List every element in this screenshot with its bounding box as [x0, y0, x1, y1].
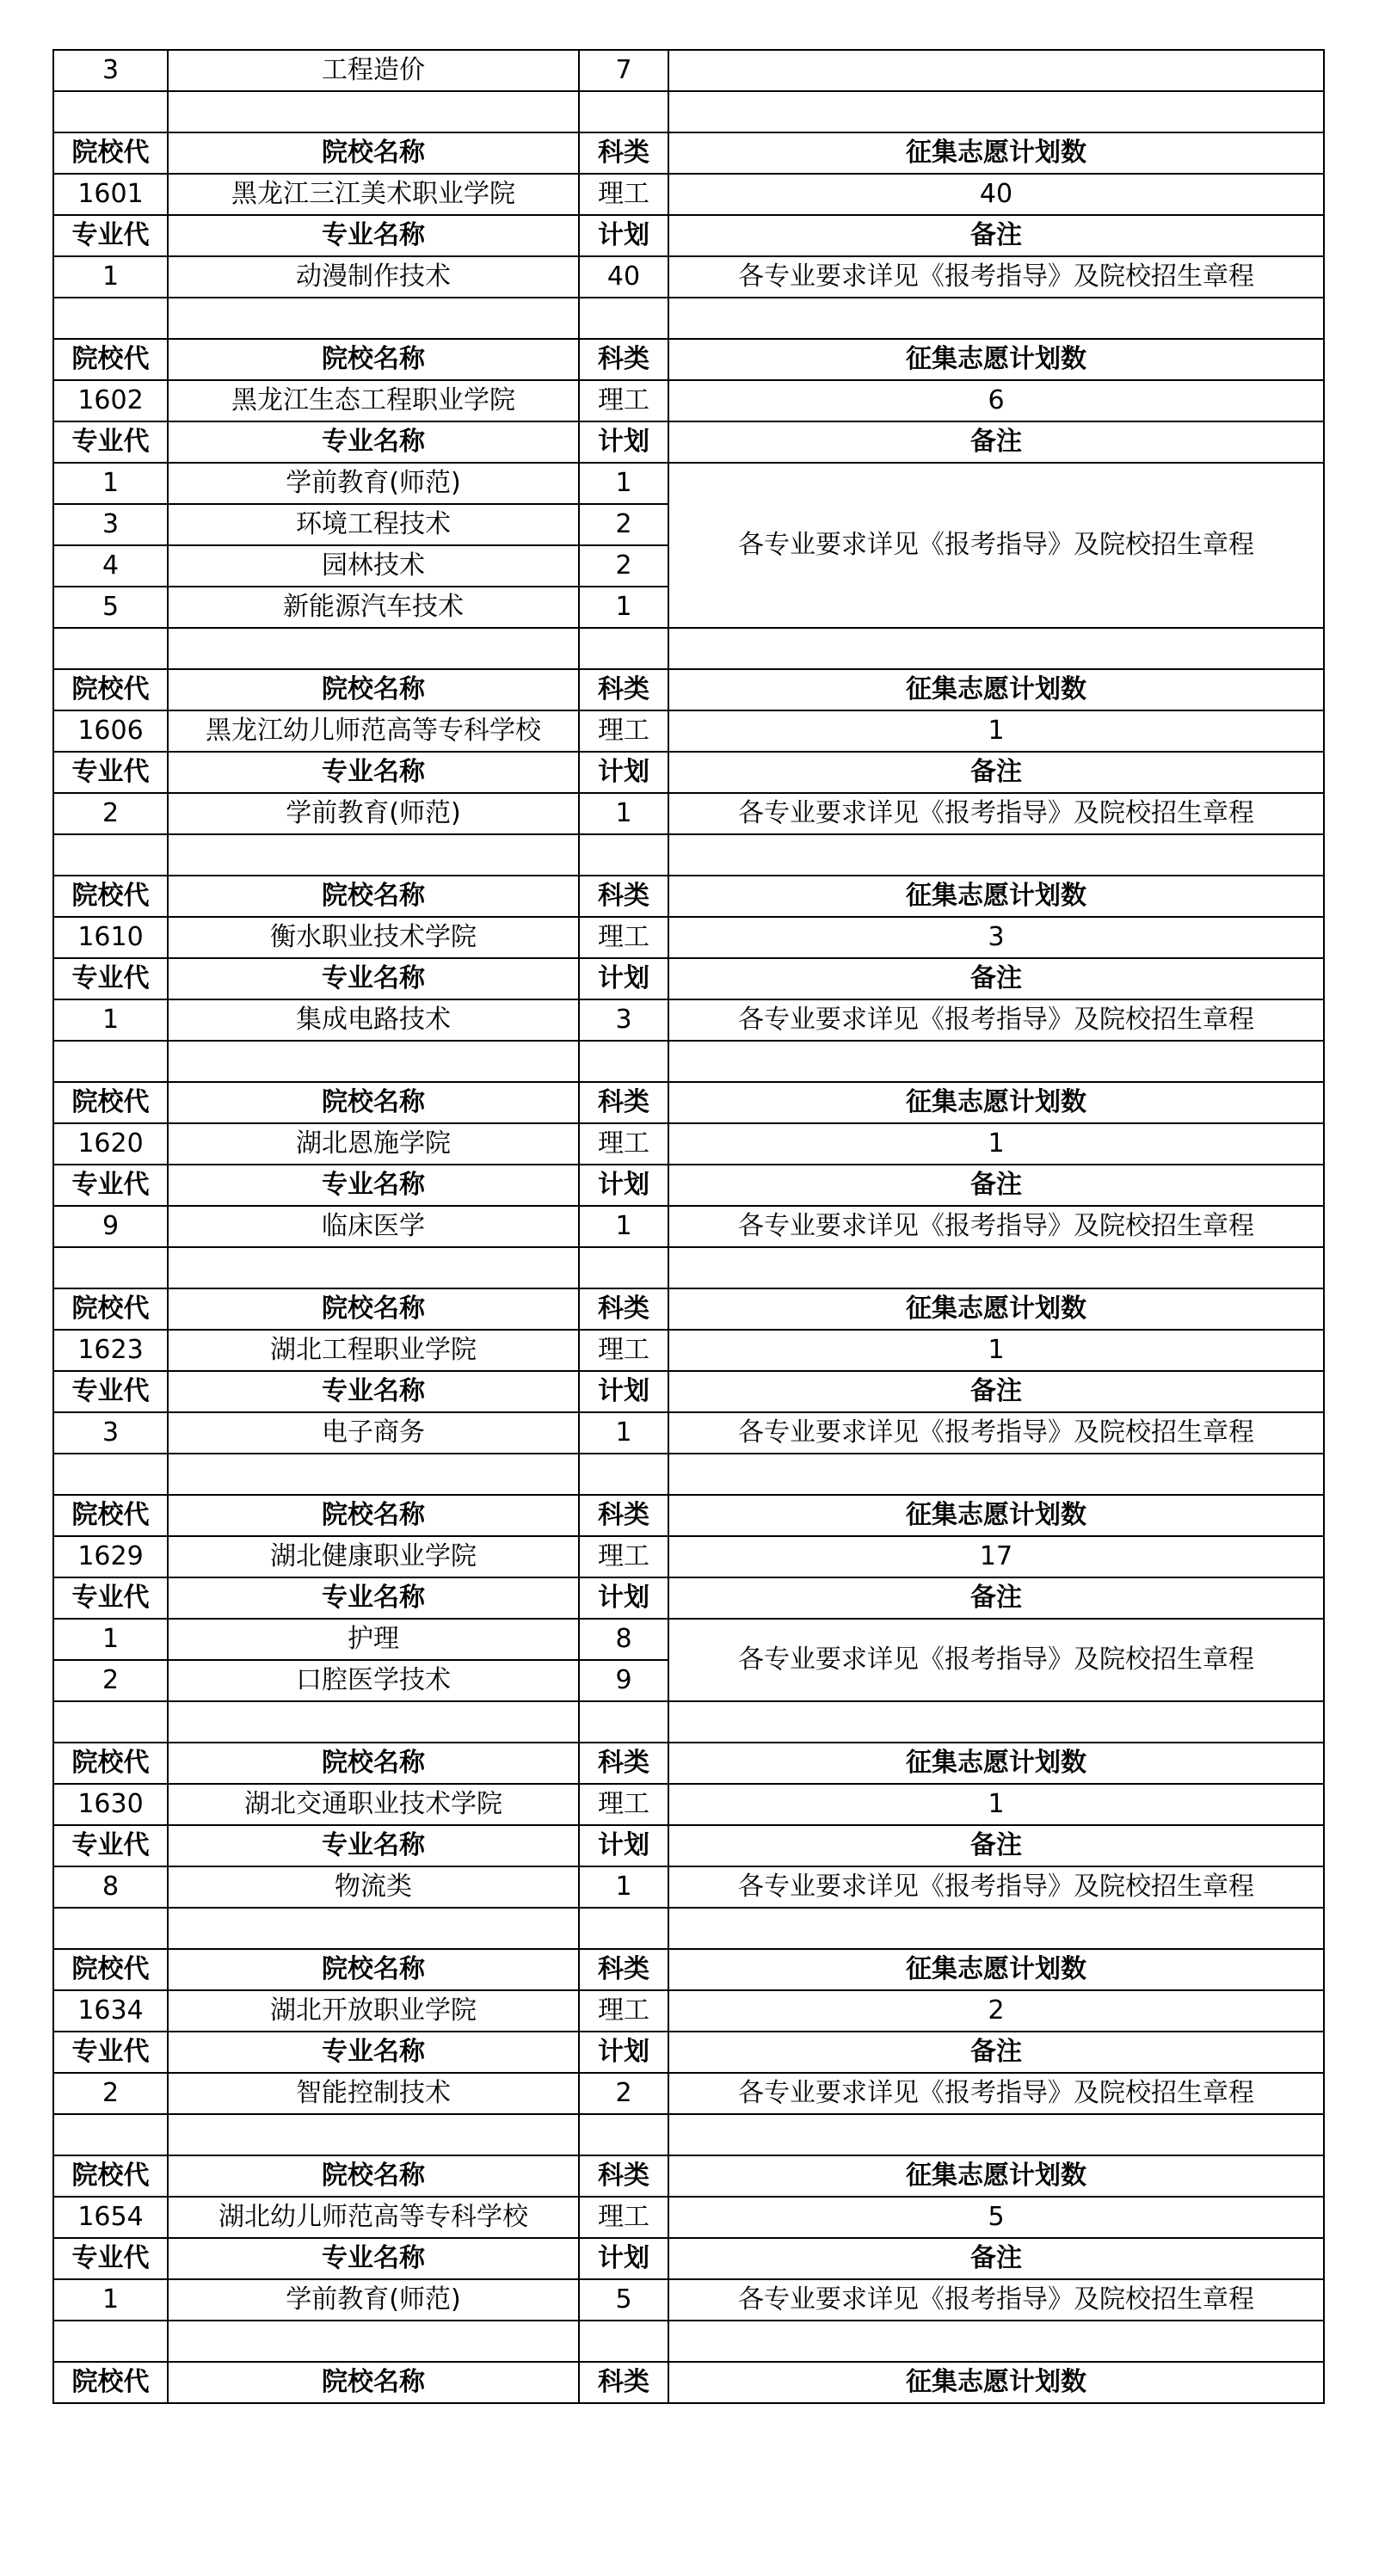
major-code-header: 专业代 — [53, 1577, 168, 1619]
separator-row — [53, 2321, 1324, 2362]
school-header-row — [53, 1288, 1324, 1330]
remark-cell: 各专业要求详见《报考指导》及院校招生章程 — [668, 2073, 1324, 2114]
school-row — [53, 1784, 1324, 1825]
blank-cell — [668, 1701, 1324, 1743]
major-code-cell: 9 — [53, 1206, 168, 1247]
major-code-cell: 3 — [53, 504, 168, 545]
major-code-cell: 4 — [53, 545, 168, 587]
major-name-header: 专业名称 — [168, 752, 579, 793]
school-header-row — [53, 2155, 1324, 2197]
remark-cell — [668, 50, 1324, 91]
major-plan-cell: 2 — [579, 2073, 668, 2114]
school-header-row — [53, 669, 1324, 710]
blank-cell — [53, 1041, 168, 1082]
major-header-row — [53, 2032, 1324, 2073]
table-row — [53, 1619, 1324, 1660]
major-code-cell: 2 — [53, 793, 168, 834]
school-row — [53, 917, 1324, 958]
table-row — [53, 50, 1324, 91]
major-name-cell: 学前教育(师范) — [168, 793, 579, 834]
blank-cell — [168, 91, 579, 132]
plan-total-cell: 6 — [668, 380, 1324, 421]
major-code-cell: 3 — [53, 50, 168, 91]
blank-cell — [168, 1908, 579, 1949]
school-name-header: 院校名称 — [168, 669, 579, 710]
separator-row — [53, 1454, 1324, 1495]
major-code-cell: 2 — [53, 1660, 168, 1701]
blank-cell — [579, 1454, 668, 1495]
major-code-header: 专业代 — [53, 752, 168, 793]
blank-cell — [579, 298, 668, 339]
blank-cell — [579, 1908, 668, 1949]
separator-row — [53, 298, 1324, 339]
school-header-row — [53, 1949, 1324, 1990]
table-row — [53, 1866, 1324, 1908]
school-code-header: 院校代 — [53, 669, 168, 710]
remark-cell: 各专业要求详见《报考指导》及院校招生章程 — [668, 256, 1324, 298]
plan-total-cell: 5 — [668, 2197, 1324, 2238]
school-header-row — [53, 1743, 1324, 1784]
major-plan-cell: 8 — [579, 1619, 668, 1660]
remark-cell: 各专业要求详见《报考指导》及院校招生章程 — [668, 1206, 1324, 1247]
plan-total-header: 征集志愿计划数 — [668, 2362, 1324, 2403]
remark-header: 备注 — [668, 2032, 1324, 2073]
blank-cell — [579, 1701, 668, 1743]
major-header-row — [53, 958, 1324, 999]
category-cell: 理工 — [579, 1123, 668, 1165]
remark-header: 备注 — [668, 1371, 1324, 1412]
blank-cell — [668, 834, 1324, 876]
table-row — [53, 1206, 1324, 1247]
school-code-cell: 1601 — [53, 174, 168, 215]
major-name-cell: 电子商务 — [168, 1412, 579, 1454]
plan-total-cell: 1 — [668, 1330, 1324, 1371]
school-name-cell: 湖北交通职业技术学院 — [168, 1784, 579, 1825]
category-cell: 理工 — [579, 1784, 668, 1825]
major-code-cell: 1 — [53, 256, 168, 298]
blank-cell — [53, 1454, 168, 1495]
category-cell: 理工 — [579, 710, 668, 752]
category-header: 科类 — [579, 1949, 668, 1990]
major-plan-cell: 40 — [579, 256, 668, 298]
blank-cell — [668, 1247, 1324, 1288]
blank-cell — [668, 1454, 1324, 1495]
school-name-cell: 黑龙江幼儿师范高等专科学校 — [168, 710, 579, 752]
remark-header: 备注 — [668, 2238, 1324, 2279]
blank-cell — [168, 2321, 579, 2362]
plan-total-header: 征集志愿计划数 — [668, 1495, 1324, 1536]
school-code-header: 院校代 — [53, 1082, 168, 1123]
plan-total-cell: 1 — [668, 1123, 1324, 1165]
school-name-header: 院校名称 — [168, 1495, 579, 1536]
blank-cell — [168, 2114, 579, 2155]
remark-cell: 各专业要求详见《报考指导》及院校招生章程 — [668, 2279, 1324, 2321]
major-name-header: 专业名称 — [168, 1825, 579, 1866]
plan-header: 计划 — [579, 752, 668, 793]
plan-total-cell: 40 — [668, 174, 1324, 215]
table-row — [53, 999, 1324, 1041]
plan-total-header: 征集志愿计划数 — [668, 132, 1324, 174]
plan-total-header: 征集志愿计划数 — [668, 1949, 1324, 1990]
category-cell: 理工 — [579, 1536, 668, 1577]
major-header-row — [53, 1577, 1324, 1619]
school-header-row — [53, 1082, 1324, 1123]
separator-row — [53, 628, 1324, 669]
remark-cell: 各专业要求详见《报考指导》及院校招生章程 — [668, 793, 1324, 834]
major-plan-cell: 7 — [579, 50, 668, 91]
plan-total-cell: 17 — [668, 1536, 1324, 1577]
major-plan-cell: 1 — [579, 1866, 668, 1908]
major-code-header: 专业代 — [53, 2238, 168, 2279]
major-name-header: 专业名称 — [168, 1165, 579, 1206]
school-name-header: 院校名称 — [168, 2362, 579, 2403]
plan-total-cell: 1 — [668, 1784, 1324, 1825]
separator-row — [53, 1701, 1324, 1743]
school-code-cell: 1634 — [53, 1990, 168, 2032]
plan-total-cell: 3 — [668, 917, 1324, 958]
remark-header: 备注 — [668, 1577, 1324, 1619]
blank-cell — [579, 2321, 668, 2362]
major-code-cell: 8 — [53, 1866, 168, 1908]
blank-cell — [668, 2321, 1324, 2362]
category-header: 科类 — [579, 1288, 668, 1330]
blank-cell — [53, 834, 168, 876]
blank-cell — [53, 1908, 168, 1949]
blank-cell — [53, 2321, 168, 2362]
plan-total-header: 征集志愿计划数 — [668, 339, 1324, 380]
separator-row — [53, 1041, 1324, 1082]
blank-cell — [579, 2114, 668, 2155]
school-code-header: 院校代 — [53, 1949, 168, 1990]
major-code-header: 专业代 — [53, 215, 168, 256]
school-code-header: 院校代 — [53, 1495, 168, 1536]
major-header-row — [53, 421, 1324, 463]
blank-cell — [579, 834, 668, 876]
major-name-cell: 集成电路技术 — [168, 999, 579, 1041]
school-name-header: 院校名称 — [168, 132, 579, 174]
major-header-row — [53, 2238, 1324, 2279]
major-code-header: 专业代 — [53, 958, 168, 999]
separator-row — [53, 1908, 1324, 1949]
major-code-header: 专业代 — [53, 1825, 168, 1866]
table-row — [53, 1412, 1324, 1454]
plan-header: 计划 — [579, 2238, 668, 2279]
school-name-header: 院校名称 — [168, 876, 579, 917]
blank-cell — [668, 628, 1324, 669]
major-name-cell: 新能源汽车技术 — [168, 587, 579, 628]
table-row — [53, 2073, 1324, 2114]
major-header-row — [53, 1371, 1324, 1412]
blank-cell — [668, 2114, 1324, 2155]
major-name-cell: 动漫制作技术 — [168, 256, 579, 298]
major-code-cell: 3 — [53, 1412, 168, 1454]
plan-header: 计划 — [579, 1371, 668, 1412]
school-row — [53, 1536, 1324, 1577]
enrollment-plan-table — [52, 49, 1325, 2404]
plan-total-header: 征集志愿计划数 — [668, 2155, 1324, 2197]
school-code-cell: 1623 — [53, 1330, 168, 1371]
major-plan-cell: 1 — [579, 1412, 668, 1454]
remark-header: 备注 — [668, 752, 1324, 793]
plan-header: 计划 — [579, 958, 668, 999]
major-plan-cell: 1 — [579, 587, 668, 628]
school-header-row — [53, 339, 1324, 380]
major-code-cell: 5 — [53, 587, 168, 628]
plan-total-cell: 1 — [668, 710, 1324, 752]
remark-header: 备注 — [668, 1825, 1324, 1866]
school-code-cell: 1602 — [53, 380, 168, 421]
major-name-header: 专业名称 — [168, 215, 579, 256]
category-header: 科类 — [579, 2362, 668, 2403]
school-name-cell: 湖北幼儿师范高等专科学校 — [168, 2197, 579, 2238]
school-code-cell: 1620 — [53, 1123, 168, 1165]
remark-cell: 各专业要求详见《报考指导》及院校招生章程 — [668, 1412, 1324, 1454]
blank-cell — [579, 1041, 668, 1082]
school-row — [53, 2197, 1324, 2238]
school-header-row — [53, 132, 1324, 174]
remark-cell: 各专业要求详见《报考指导》及院校招生章程 — [668, 1619, 1324, 1701]
school-code-header: 院校代 — [53, 132, 168, 174]
blank-cell — [668, 298, 1324, 339]
remark-cell: 各专业要求详见《报考指导》及院校招生章程 — [668, 1866, 1324, 1908]
plan-total-header: 征集志愿计划数 — [668, 1288, 1324, 1330]
major-plan-cell: 9 — [579, 1660, 668, 1701]
category-header: 科类 — [579, 1743, 668, 1784]
major-name-cell: 物流类 — [168, 1866, 579, 1908]
blank-cell — [579, 628, 668, 669]
major-name-cell: 学前教育(师范) — [168, 463, 579, 504]
major-name-header: 专业名称 — [168, 958, 579, 999]
blank-cell — [579, 91, 668, 132]
major-code-header: 专业代 — [53, 2032, 168, 2073]
school-row — [53, 1123, 1324, 1165]
school-name-header: 院校名称 — [168, 1288, 579, 1330]
school-code-header: 院校代 — [53, 339, 168, 380]
school-code-header: 院校代 — [53, 2362, 168, 2403]
major-name-cell: 学前教育(师范) — [168, 2279, 579, 2321]
category-header: 科类 — [579, 669, 668, 710]
major-header-row — [53, 752, 1324, 793]
table-row — [53, 2279, 1324, 2321]
major-plan-cell: 5 — [579, 2279, 668, 2321]
plan-header: 计划 — [579, 421, 668, 463]
school-code-cell: 1610 — [53, 917, 168, 958]
major-plan-cell: 2 — [579, 504, 668, 545]
major-name-header: 专业名称 — [168, 2238, 579, 2279]
category-cell: 理工 — [579, 917, 668, 958]
remark-header: 备注 — [668, 421, 1324, 463]
blank-cell — [53, 628, 168, 669]
major-code-cell: 2 — [53, 2073, 168, 2114]
remark-header: 备注 — [668, 215, 1324, 256]
major-name-cell: 环境工程技术 — [168, 504, 579, 545]
school-row — [53, 1330, 1324, 1371]
school-name-header: 院校名称 — [168, 1743, 579, 1784]
school-name-cell: 湖北恩施学院 — [168, 1123, 579, 1165]
blank-cell — [579, 1247, 668, 1288]
blank-cell — [53, 1701, 168, 1743]
category-cell: 理工 — [579, 174, 668, 215]
major-plan-cell: 2 — [579, 545, 668, 587]
category-header: 科类 — [579, 876, 668, 917]
category-header: 科类 — [579, 2155, 668, 2197]
blank-cell — [53, 298, 168, 339]
table-row — [53, 793, 1324, 834]
school-row — [53, 710, 1324, 752]
blank-cell — [168, 1454, 579, 1495]
category-header: 科类 — [579, 132, 668, 174]
school-name-header: 院校名称 — [168, 339, 579, 380]
school-name-header: 院校名称 — [168, 1949, 579, 1990]
school-code-cell: 1606 — [53, 710, 168, 752]
plan-total-cell: 2 — [668, 1990, 1324, 2032]
school-header-row — [53, 2362, 1324, 2403]
major-name-header: 专业名称 — [168, 421, 579, 463]
plan-total-header: 征集志愿计划数 — [668, 876, 1324, 917]
category-cell: 理工 — [579, 1330, 668, 1371]
school-header-row — [53, 876, 1324, 917]
major-plan-cell: 3 — [579, 999, 668, 1041]
school-code-header: 院校代 — [53, 2155, 168, 2197]
major-name-cell: 护理 — [168, 1619, 579, 1660]
table-row — [53, 463, 1324, 504]
blank-cell — [168, 1247, 579, 1288]
major-name-cell: 临床医学 — [168, 1206, 579, 1247]
blank-cell — [168, 1041, 579, 1082]
separator-row — [53, 1247, 1324, 1288]
school-code-header: 院校代 — [53, 1288, 168, 1330]
major-header-row — [53, 1825, 1324, 1866]
remark-header: 备注 — [668, 958, 1324, 999]
category-header: 科类 — [579, 1495, 668, 1536]
major-code-header: 专业代 — [53, 421, 168, 463]
category-cell: 理工 — [579, 1990, 668, 2032]
school-name-header: 院校名称 — [168, 1082, 579, 1123]
major-code-header: 专业代 — [53, 1371, 168, 1412]
school-code-header: 院校代 — [53, 1743, 168, 1784]
major-name-header: 专业名称 — [168, 1371, 579, 1412]
category-cell: 理工 — [579, 380, 668, 421]
major-header-row — [53, 1165, 1324, 1206]
blank-cell — [53, 91, 168, 132]
blank-cell — [668, 1908, 1324, 1949]
plan-total-header: 征集志愿计划数 — [668, 1082, 1324, 1123]
school-header-row — [53, 1495, 1324, 1536]
major-plan-cell: 1 — [579, 793, 668, 834]
category-header: 科类 — [579, 1082, 668, 1123]
school-name-cell: 湖北开放职业学院 — [168, 1990, 579, 2032]
school-name-header: 院校名称 — [168, 2155, 579, 2197]
category-header: 科类 — [579, 339, 668, 380]
major-name-cell: 园林技术 — [168, 545, 579, 587]
school-code-cell: 1629 — [53, 1536, 168, 1577]
separator-row — [53, 2114, 1324, 2155]
blank-cell — [668, 1041, 1324, 1082]
major-code-cell: 1 — [53, 2279, 168, 2321]
school-code-cell: 1654 — [53, 2197, 168, 2238]
blank-cell — [168, 834, 579, 876]
school-row — [53, 380, 1324, 421]
school-name-cell: 黑龙江三江美术职业学院 — [168, 174, 579, 215]
major-name-header: 专业名称 — [168, 2032, 579, 2073]
plan-total-header: 征集志愿计划数 — [668, 1743, 1324, 1784]
separator-row — [53, 834, 1324, 876]
school-code-header: 院校代 — [53, 876, 168, 917]
remark-cell: 各专业要求详见《报考指导》及院校招生章程 — [668, 999, 1324, 1041]
plan-header: 计划 — [579, 2032, 668, 2073]
plan-header: 计划 — [579, 215, 668, 256]
school-code-cell: 1630 — [53, 1784, 168, 1825]
blank-cell — [168, 1701, 579, 1743]
blank-cell — [168, 298, 579, 339]
plan-header: 计划 — [579, 1825, 668, 1866]
major-name-header: 专业名称 — [168, 1577, 579, 1619]
school-name-cell: 湖北健康职业学院 — [168, 1536, 579, 1577]
major-code-cell: 1 — [53, 463, 168, 504]
major-header-row — [53, 215, 1324, 256]
school-name-cell: 湖北工程职业学院 — [168, 1330, 579, 1371]
major-name-cell: 口腔医学技术 — [168, 1660, 579, 1701]
major-plan-cell: 1 — [579, 463, 668, 504]
school-name-cell: 黑龙江生态工程职业学院 — [168, 380, 579, 421]
plan-total-header: 征集志愿计划数 — [668, 669, 1324, 710]
separator-row — [53, 91, 1324, 132]
school-row — [53, 174, 1324, 215]
remark-header: 备注 — [668, 1165, 1324, 1206]
plan-header: 计划 — [579, 1577, 668, 1619]
major-name-cell: 工程造价 — [168, 50, 579, 91]
school-name-cell: 衡水职业技术学院 — [168, 917, 579, 958]
blank-cell — [168, 628, 579, 669]
major-code-header: 专业代 — [53, 1165, 168, 1206]
school-row — [53, 1990, 1324, 2032]
remark-cell: 各专业要求详见《报考指导》及院校招生章程 — [668, 463, 1324, 628]
major-code-cell: 1 — [53, 1619, 168, 1660]
plan-header: 计划 — [579, 1165, 668, 1206]
blank-cell — [53, 2114, 168, 2155]
blank-cell — [668, 91, 1324, 132]
major-name-cell: 智能控制技术 — [168, 2073, 579, 2114]
category-cell: 理工 — [579, 2197, 668, 2238]
major-code-cell: 1 — [53, 999, 168, 1041]
table-row — [53, 256, 1324, 298]
blank-cell — [53, 1247, 168, 1288]
major-plan-cell: 1 — [579, 1206, 668, 1247]
